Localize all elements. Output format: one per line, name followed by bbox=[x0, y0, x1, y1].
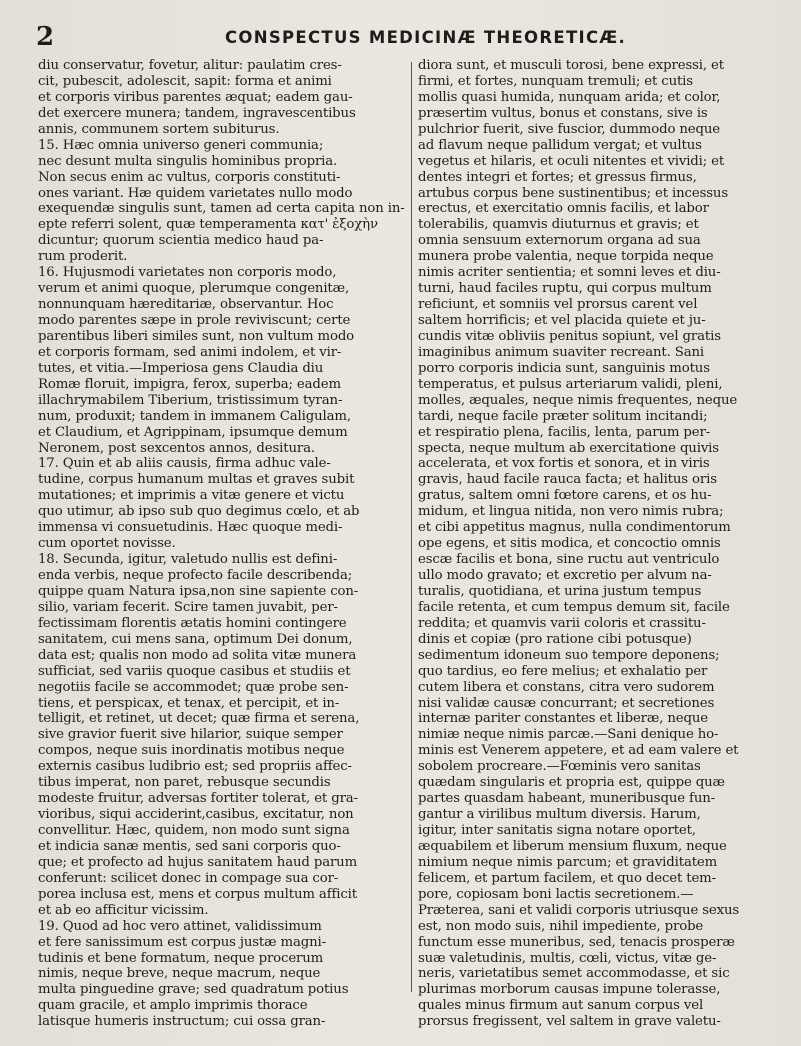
text-line: fectissimam florentis ætatis homini contingere bbox=[38, 615, 347, 631]
text-line: conferunt: scilicet donec in compage sua cor- bbox=[38, 870, 339, 886]
text-line: est, non modo suis, nihil impediente, probe bbox=[418, 918, 704, 934]
text-line: nonnunquam hæreditariæ, observantur. Hoc bbox=[38, 297, 334, 313]
text-line: gantur a virilibus multum diversis. Harum, bbox=[418, 807, 701, 823]
text-line: negotiis facile se accommodet; quæ probe sen- bbox=[38, 679, 349, 695]
text-line: verum et animi quoque, plerumque congenitæ, bbox=[38, 281, 350, 297]
text-line: num, produxit; tandem in immanem Caligulam, bbox=[38, 408, 351, 424]
text-line: illachrymabilem Tiberium, tristissimum tyran- bbox=[38, 392, 343, 408]
text-line: dicuntur; quorum scientia medico haud pa- bbox=[38, 233, 324, 249]
text-line: Non secus enim ac vultus, corporis constituti- bbox=[38, 169, 341, 185]
text-line: Neronem, post sexcentos annos, desitura. bbox=[38, 440, 315, 456]
text-line: cutem libera et constans, citra vero sudorem bbox=[418, 679, 715, 695]
text-line: quo tardius, eo fere melius; et exhalatio per bbox=[418, 663, 708, 679]
text-line: artubus corpus bene sustinentibus; et incessus bbox=[418, 185, 729, 201]
text-line: et corporis viribus parentes æquat; eadem gau- bbox=[38, 89, 353, 105]
text-line: tibus imperat, non paret, rebusque secundis bbox=[38, 775, 331, 791]
text-line: epte referri solent, quæ temperamenta κατ' ἐξοχὴν bbox=[38, 217, 378, 233]
text-line: latisque humeris instructum; cui ossa gran- bbox=[38, 1014, 326, 1030]
text-line: plurimas morborum causas impune tolerasse, bbox=[418, 982, 721, 998]
text-line: sobolem procreare.—Fœminis vero sanitas bbox=[418, 759, 701, 775]
text-line: et ab eo afficitur vicissim. bbox=[38, 902, 209, 918]
text-line: præsertim vultus, bonus et constans, sive is bbox=[418, 105, 708, 121]
text-line: Præterea, sani et validi corporis utriusque sexus bbox=[418, 902, 740, 918]
text-line: reddita; et quamvis varii coloris et crassitu- bbox=[418, 615, 706, 631]
text-line: et Claudium, et Agrippinam, ipsumque demum bbox=[38, 424, 348, 440]
page-number: 2 bbox=[36, 22, 55, 52]
text-line: escæ facilis et bona, sine ructu aut ventriculo bbox=[418, 552, 720, 568]
text-line: gratus, saltem omni fœtore carens, et os hu- bbox=[418, 488, 712, 504]
text-line: pore, copiosam boni lactis secretionem.— bbox=[418, 886, 694, 902]
text-line: data est; qualis non modo ad solita vitæ munera bbox=[38, 647, 357, 663]
text-line: externis casibus ludibrio est; sed propriis affec- bbox=[38, 759, 352, 775]
text-line: ullo modo gravato; et excretio per alvum na- bbox=[418, 568, 712, 583]
text-line: minis est Venerem appetere, et ad eam valere et bbox=[418, 743, 739, 759]
text-line: sive gravior fuerit sive hilarior, suique semper bbox=[38, 727, 343, 743]
text-line: telligit, et retinet, ut decet; quæ firma et serena, bbox=[38, 711, 360, 727]
text-line: accelerata, et vox fortis et sonora, et in viris bbox=[418, 456, 710, 472]
text-line: ope egens, et sitis modica, et concoctio omnis bbox=[418, 536, 721, 552]
text-line: 18. Secunda, igitur, valetudo nullis est defini- bbox=[38, 552, 338, 568]
text-line: nec desunt multa singulis hominibus propria. bbox=[38, 153, 338, 169]
text-line: rum proderit. bbox=[38, 249, 128, 265]
running-head: CONSPECTUS MEDICINÆ THEORETICÆ. bbox=[225, 28, 627, 47]
text-line: et cibi appetitus magnus, nulla condimentorum bbox=[418, 520, 731, 536]
text-line: igitur, inter sanitatis signa notare oportet, bbox=[418, 823, 696, 838]
text-line: et indicia sanæ mentis, sed sani corporis quo- bbox=[38, 838, 341, 854]
text-line: tardi, neque facile præter solitum incitandi; bbox=[418, 408, 708, 424]
text-line: 19. Quod ad hoc vero attinet, validissimum bbox=[38, 918, 322, 934]
text-line: turalis, quotidiana, et urina justum tempus bbox=[418, 583, 702, 599]
text-line: nimis acriter sentientia; et somni leves et diu- bbox=[418, 265, 721, 281]
text-line: sufficiat, sed variis quoque casibus et studiis et bbox=[38, 663, 351, 679]
text-line: multa pinguedine grave; sed quadratum potius bbox=[38, 982, 349, 998]
text-line: internæ pariter constantes et liberæ, neque bbox=[418, 711, 709, 727]
text-line: cum oportet novisse. bbox=[38, 536, 176, 552]
text-line: turni, haud faciles ruptu, qui corpus multum bbox=[418, 281, 712, 297]
text-line: suæ valetudinis, multis, cœli, victus, vitæ ge- bbox=[418, 950, 717, 966]
text-line: et fere sanissimum est corpus justæ magni- bbox=[38, 934, 326, 950]
text-line: quales minus firmum aut sanum corpus vel bbox=[418, 998, 704, 1014]
text-line: 16. Hujusmodi varietates non corporis modo, bbox=[38, 265, 337, 281]
text-line: imaginibus animum suaviter recreant. Sani bbox=[418, 344, 705, 360]
text-line: silio, variam fecerit. Scire tamen juvabit, per- bbox=[38, 599, 338, 615]
text-line: tolerabilis, quamvis diuturnus et gravis; et bbox=[418, 217, 699, 233]
text-line: cit, pubescit, adolescit, sapit: forma et animi bbox=[38, 73, 332, 89]
text-line: parentibus liberi similes sunt, non vultum modo bbox=[38, 328, 355, 344]
text-line: midum, et lingua nitida, non vero nimis rubra; bbox=[418, 504, 724, 520]
text-line: erectus, et exercitatio omnis facilis, et labor bbox=[418, 201, 709, 217]
text-line: et respiratio plena, facilis, lenta, parum per- bbox=[418, 424, 711, 440]
text-line: ones variant. Hæ quidem varietates nullo modo bbox=[38, 185, 353, 201]
text-line: det exercere munera; tandem, ingravescentibus bbox=[38, 105, 356, 121]
text-line: dinis et copiæ (pro ratione cibi potusque) bbox=[418, 631, 692, 647]
text-line: prorsus fregissent, vel saltem in grave valetu- bbox=[418, 1014, 721, 1030]
text-line: nimium neque nimis parcum; et graviditatem bbox=[418, 854, 718, 870]
text-line: quo utimur, ab ipso sub quo degimus cœlo, et ab bbox=[38, 504, 360, 520]
text-line: firmi, et fortes, nunquam tremuli; et cutis bbox=[418, 73, 693, 89]
text-line: Romæ floruit, impigra, ferox, superba; eadem bbox=[38, 376, 341, 392]
text-line: neris, varietatibus semet accommodasse, et sic bbox=[418, 966, 730, 982]
text-line: æquabilem et liberum mensium fluxum, neque bbox=[418, 838, 727, 854]
text-line: sedimentum idoneum suo tempore deponens; bbox=[418, 647, 720, 663]
text-line: facile retenta, et cum tempus demum sit, facile bbox=[418, 599, 730, 615]
text-line: functum esse muneribus, sed, tenacis prosperæ bbox=[418, 934, 735, 950]
text-line: specta, neque multum ab exercitatione quivis bbox=[418, 440, 719, 456]
text-line: quam gracile, et amplo imprimis thorace bbox=[38, 998, 308, 1014]
text-line: tiens, et perspicax, et tenax, et percipit, et in- bbox=[38, 695, 340, 711]
text-line: tudine, corpus humanum multas et graves subit bbox=[38, 472, 355, 488]
text-line: munera probe valentia, neque torpida neque bbox=[418, 249, 714, 265]
text-line: tudinis et bene formatum, neque procerum bbox=[38, 950, 324, 966]
column-divider bbox=[411, 62, 412, 992]
text-line: sanitatem, cui mens sana, optimum Dei donum, bbox=[38, 631, 353, 647]
text-line: diora sunt, et musculi torosi, bene expressi, et bbox=[418, 58, 724, 73]
text-line: cundis vitæ obliviis penitus sopiunt, vel gratis bbox=[418, 328, 721, 344]
text-line: dentes integri et fortes; et gressus firmus, bbox=[418, 169, 697, 185]
text-line: et corporis formam, sed animi indolem, et vir- bbox=[38, 344, 342, 360]
text-line: immensa vi consuetudinis. Hæc quoque medi- bbox=[38, 520, 343, 536]
text-line: gravis, haud facile rauca facta; et halitus oris bbox=[418, 472, 717, 488]
text-line: felicem, et partum facilem, et quo decet tem- bbox=[418, 870, 716, 886]
text-line: porea inclusa est, mens et corpus multum afficit bbox=[38, 886, 357, 902]
text-line: nimis, neque breve, neque macrum, neque bbox=[38, 966, 321, 982]
text-line: molles, æquales, neque nimis frequentes, neque bbox=[418, 392, 738, 408]
text-line: convellitur. Hæc, quidem, non modo sunt signa bbox=[38, 823, 350, 838]
text-line: mollis quasi humida, nunquam arida; et color, bbox=[418, 89, 721, 105]
text-line: pulchrior fuerit, sive fuscior, dummodo neque bbox=[418, 121, 721, 137]
text-line: 15. Hæc omnia universo generi communia; bbox=[38, 137, 324, 153]
text-line: que; et profecto ad hujus sanitatem haud parum bbox=[38, 854, 358, 870]
text-line: compos, neque suis inordinatis motibus neque bbox=[38, 743, 345, 759]
text-line: annis, communem sortem subiturus. bbox=[38, 121, 280, 137]
text-line: modo parentes sæpe in prole reviviscunt; certe bbox=[38, 313, 351, 328]
right-column bbox=[418, 58, 786, 1030]
text-line: 17. Quin et ab aliis causis, firma adhuc vale- bbox=[38, 456, 331, 472]
text-line: vegetus et hilaris, et oculi nitentes et vividi; et bbox=[418, 153, 725, 169]
text-line: tutes, et vitia.—Imperiosa gens Claudia diu bbox=[38, 360, 324, 376]
text-line: mutationes; et imprimis a vitæ genere et victu bbox=[38, 488, 345, 504]
left-column bbox=[38, 58, 410, 1030]
text-line: nimiæ neque nimis parcæ.—Sani denique ho- bbox=[418, 727, 719, 743]
text-line: quippe quam Natura ipsa,non sine sapiente con- bbox=[38, 583, 359, 599]
text-line: omnia sensuum externorum organa ad sua bbox=[418, 233, 701, 249]
text-line: porro corporis indicia sunt, sanguinis motus bbox=[418, 360, 710, 376]
text-line: partes quasdam habeant, muneribusque fun- bbox=[418, 791, 715, 807]
text-line: exequendæ singulis sunt, tamen ad certa capita non in- bbox=[38, 201, 405, 217]
text-line: saltem horrificis; et vel placida quiete et ju- bbox=[418, 313, 706, 328]
text-line: temperatus, et pulsus arteriarum validi, pleni, bbox=[418, 376, 723, 392]
text-line: enda verbis, neque profecto facile describenda; bbox=[38, 568, 353, 583]
text-line: quædam singularis et propria est, quippe quæ bbox=[418, 775, 725, 791]
text-line: ad flavum neque pallidum vergat; et vultus bbox=[418, 137, 702, 153]
text-line: reficiunt, et somniis vel prorsus carent vel bbox=[418, 297, 698, 313]
text-line: modeste fruitur, adversas fortiter tolerat, et gra- bbox=[38, 791, 358, 807]
text-line: nisi validæ causæ concurrant; et secretiones bbox=[418, 695, 715, 711]
text-line: vioribus, siqui acciderint,casibus, excitatur, non bbox=[38, 807, 354, 823]
text-line: diu conservatur, fovetur, alitur: paulatim cres- bbox=[38, 58, 342, 73]
